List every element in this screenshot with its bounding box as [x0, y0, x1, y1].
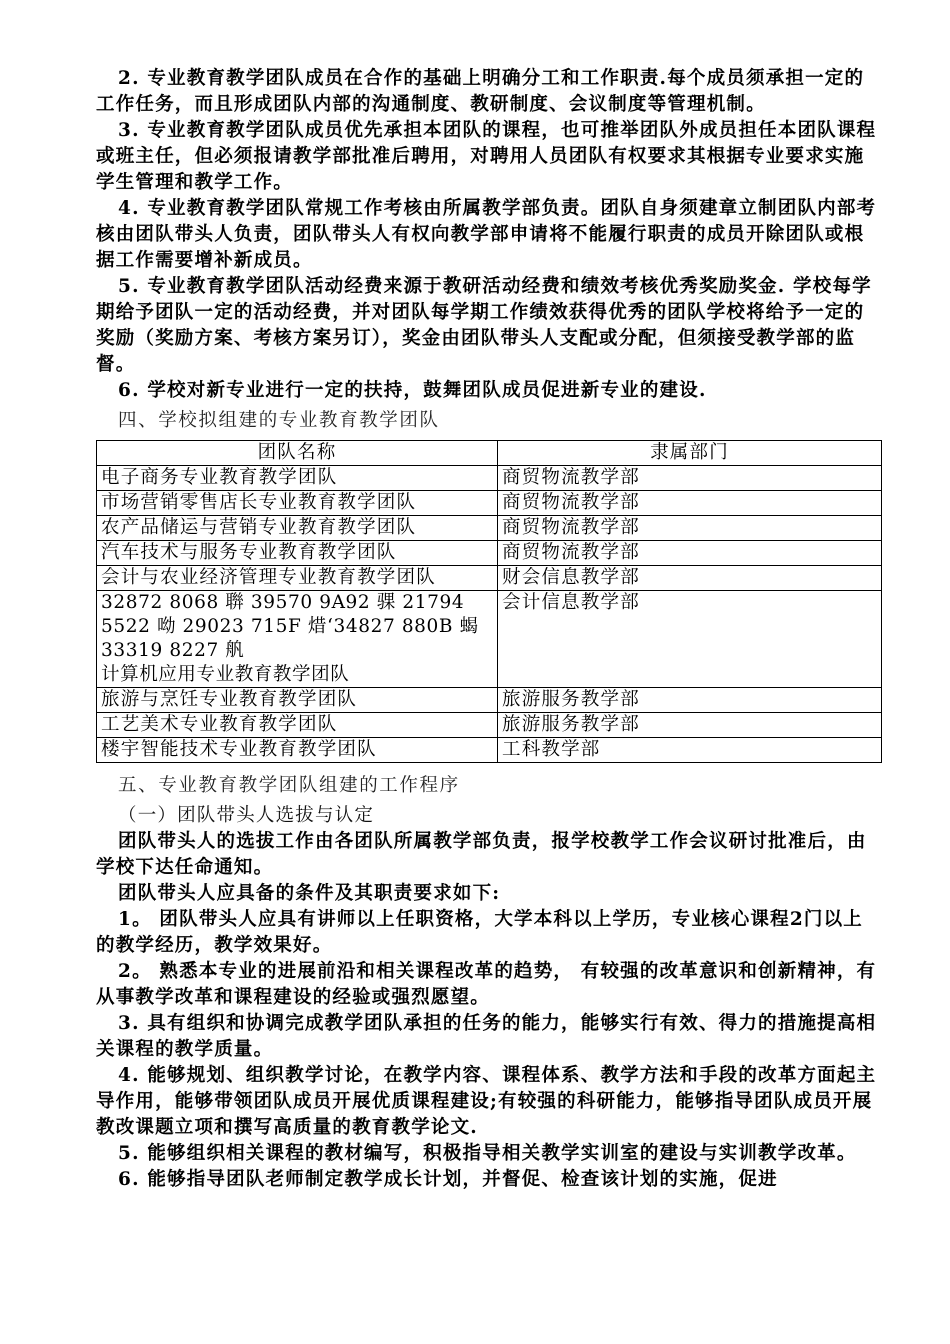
- paragraph: 4. 专业教育教学团队常规工作考核由所属教学部负责。团队自身须建章立制团队内部考核由团队带头人负责，团队带头人有权向教学部申请将不能履行职责的成员开除团队或根据工作需要增补新成员。: [96, 198, 877, 271]
- team-name-cell: 楼宇智能技术专业教育教学团队: [97, 738, 498, 763]
- department-cell: 旅游服务教学部: [498, 688, 882, 713]
- paragraph: 6. 学校对新专业进行一定的扶持，鼓舞团队成员促进新专业的建设.: [118, 380, 707, 401]
- garbled-text-line: 33319 8227 舧: [101, 640, 245, 661]
- team-name-cell: 会计与农业经济管理专业教育教学团队: [97, 566, 498, 591]
- garbled-text-line: 5522 呦 29023 715F 焟‘34827 880B 蝎: [101, 616, 479, 637]
- team-name-cell: 市场营销零售店长专业教育教学团队: [97, 491, 498, 516]
- paragraph: 5. 能够组织相关课程的教材编写，积极指导相关教学实训室的建设与实训教学改革。: [118, 1143, 857, 1164]
- department-cell: 旅游服务教学部: [498, 713, 882, 738]
- table-row: [97, 688, 882, 713]
- table-header-row: [97, 441, 882, 466]
- paragraph: 4. 能够规划、组织教学讨论，在教学内容、课程体系、教学方法和手段的改革方面起主导作用，能够带领团队成员开展优质课程建设;有较强的科研能力，能够指导团队成员开展教改课题立项和撰写高质量的教育教学论文.: [96, 1065, 877, 1138]
- paragraph: 3. 具有组织和协调完成教学团队承担的任务的能力，能够实行有效、得力的措施提高相关课程的教学质量。: [96, 1013, 877, 1060]
- department-cell: 商贸物流教学部: [498, 516, 882, 541]
- table-row: [97, 491, 882, 516]
- team-name-cell: 农产品储运与营销专业教育教学团队: [97, 516, 498, 541]
- table-row: [97, 713, 882, 738]
- department-cell: 会计信息教学部: [498, 591, 882, 688]
- table-header-department: 隶属部门: [498, 441, 882, 466]
- table-header-team-name: 团队名称: [97, 441, 498, 466]
- department-cell: 财会信息教学部: [498, 566, 882, 591]
- paragraph: 团队带头人应具备的条件及其职责要求如下:: [118, 883, 501, 904]
- subsection-heading: （一）团队带头人选拔与认定: [118, 805, 375, 826]
- table-row: [97, 738, 882, 763]
- document-page: [96, 66, 882, 1193]
- team-name-cell: [97, 591, 498, 688]
- team-name-text: 计算机应用专业教育教学团队: [101, 664, 350, 685]
- paragraph: 1。 团队带头人应具有讲师以上任职资格，大学本科以上学历，专业核心课程2门以上的教学经历，教学效果好。: [96, 909, 863, 956]
- table-row: [97, 516, 882, 541]
- department-cell: 商贸物流教学部: [498, 466, 882, 491]
- department-cell: 工科教学部: [498, 738, 882, 763]
- paragraph: 2. 专业教育教学团队成员在合作的基础上明确分工和工作职责.每个成员须承担一定的工作任务，而且形成团队内部的沟通制度、教研制度、会议制度等管理机制。: [96, 68, 865, 115]
- paragraph: 团队带头人的选拔工作由各团队所属教学部负责，报学校教学工作会议研讨批准后，由学校下达任命通知。: [96, 831, 867, 878]
- team-name-cell: 旅游与烹饪专业教育教学团队: [97, 688, 498, 713]
- team-name-cell: 工艺美术专业教育教学团队: [97, 713, 498, 738]
- table-row: [97, 541, 882, 566]
- department-cell: 商贸物流教学部: [498, 541, 882, 566]
- section-heading-4: 四、学校拟组建的专业教育教学团队: [118, 410, 440, 431]
- table-row: [97, 466, 882, 491]
- team-name-cell: 汽车技术与服务专业教育教学团队: [97, 541, 498, 566]
- section-heading-5: 五、专业教育教学团队组建的工作程序: [118, 775, 460, 796]
- department-cell: 商贸物流教学部: [498, 491, 882, 516]
- table-row-garbled: [97, 591, 882, 688]
- table-row: [97, 566, 882, 591]
- teams-table: [96, 440, 882, 763]
- paragraph: 3. 专业教育教学团队成员优先承担本团队的课程，也可推举团队外成员担任本团队课程或班主任，但必须报请教学部批准后聘用，对聘用人员团队有权要求其根据专业要求实施学生管理和教学工作。: [96, 120, 877, 193]
- paragraph: 2。 熟悉本专业的进展前沿和相关课程改革的趋势， 有较强的改革意识和创新精神，有从事教学改革和课程建设的经验或强烈愿望。: [96, 961, 877, 1008]
- garbled-text-line: 32872 8068 聨 39570 9A92 骒 21794: [101, 592, 465, 613]
- paragraph: 5. 专业教育教学团队活动经费来源于教研活动经费和绩效考核优秀奖励奖金. 学校每学期给予团队一定的活动经费，并对团队每学期工作绩效获得优秀的团队学校将给予一定的奖励（奖励方案、考核方案另订），奖金由团队带头人支配或分配，但须接受教学部的监督。: [96, 276, 872, 375]
- team-name-cell: 电子商务专业教育教学团队: [97, 466, 498, 491]
- paragraph: 6. 能够指导团队老师制定教学成长计划，并督促、检查该计划的实施，促进: [118, 1169, 778, 1190]
